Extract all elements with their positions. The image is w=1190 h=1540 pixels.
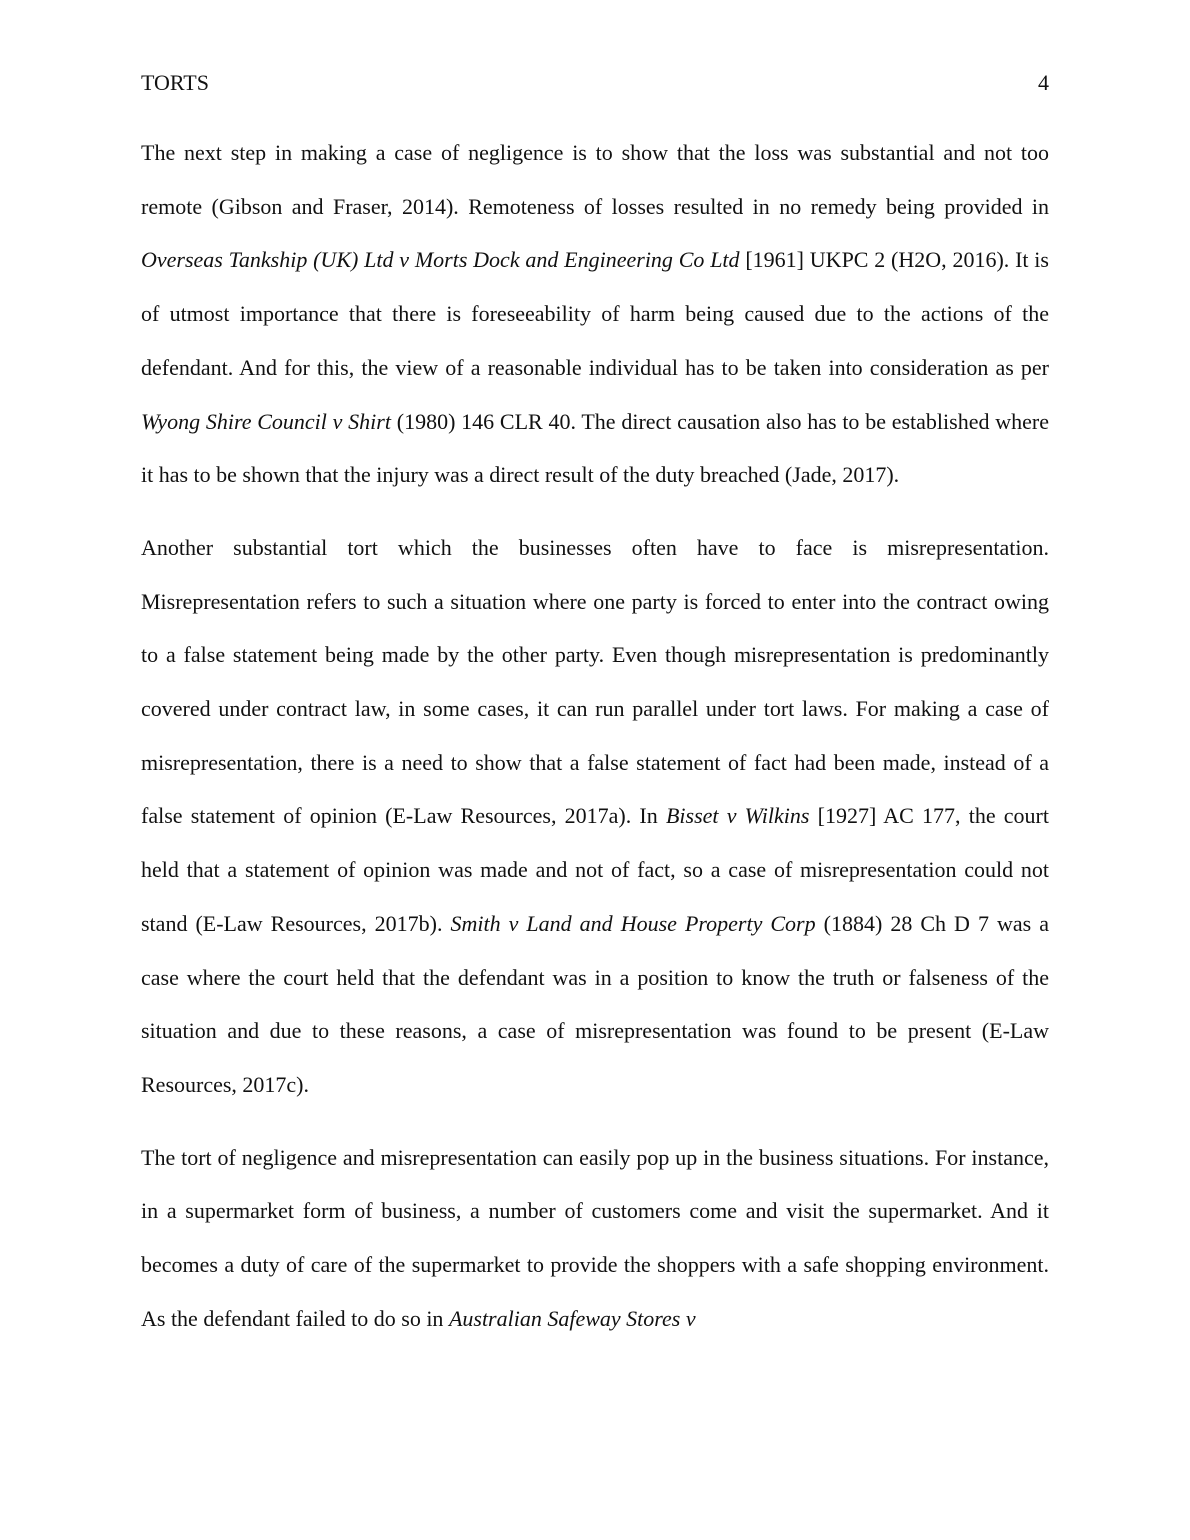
case-citation: Overseas Tankship (UK) Ltd v Morts Dock and Engineering Co Ltd [141, 247, 740, 273]
text-run: The tort of negligence and misrepresentation can easily pop up in the business situations. For instance, in a supermarket form of business, a number of customers come and visit the supermarket. And it becomes a duty of care of the supermarket to provide the shoppers with a safe shopping environment. As the defendant failed to do so in [141, 1144, 1049, 1331]
case-citation: Bisset v Wilkins [665, 803, 810, 829]
page-number: 4 [1038, 70, 1049, 95]
running-head: TORTS [141, 70, 209, 95]
paragraph [141, 521, 1049, 1112]
text-run: (1884) 28 Ch D 7 was a case where the court held that the defendant was in a position to know the truth or falseness of the situation and due to these reasons, a case of misrepresentation was found to be present (E-Law Resources, 2017c). [141, 910, 1049, 1097]
case-citation: Smith v Land and House Property Corp [450, 910, 816, 936]
text-run: (1980) 146 CLR 40. The direct causation also has to be established where it has to be shown that the injury was a direct result of the duty breached (Jade, 2017). [141, 408, 1049, 488]
case-citation: Wyong Shire Council v Shirt [141, 408, 391, 434]
body-text [141, 126, 1049, 1364]
paragraph [141, 1131, 1049, 1346]
paragraph [141, 126, 1049, 502]
case-citation: Australian Safeway Stores v [448, 1305, 696, 1331]
text-run: The next step in making a case of negligence is to show that the loss was substantial and not too remote (Gibson and Fraser, 2014). Remoteness of losses resulted in no remedy being provided in [141, 140, 1049, 219]
text-run: [1961] UKPC 2 (H2O, 2016). It is of utmost importance that there is foreseeability of harm being caused due to the actions of the defendant. And for this, the view of a reasonable individual has to be taken into consideration as per [141, 247, 1049, 380]
text-run: [1927] AC 177, the court held that a statement of opinion was made and not of fact, so a case of misrepresentation could not stand (E-Law Resources, 2017b). [141, 803, 1049, 936]
text-run: Another substantial tort which the businesses often have to face is misrepresentation. Misrepresentation refers to such a situation where one party is forced to enter into the contract owing to a false statement being made by the other party. Even though misrepresentation is predominantly covered under contract law, in some cases, it can run parallel under tort laws. For making a case of misrepresentation, there is a need to show that a false statement of fact had been made, instead of a false statement of opinion (E-Law Resources, 2017a). In [141, 534, 1049, 829]
